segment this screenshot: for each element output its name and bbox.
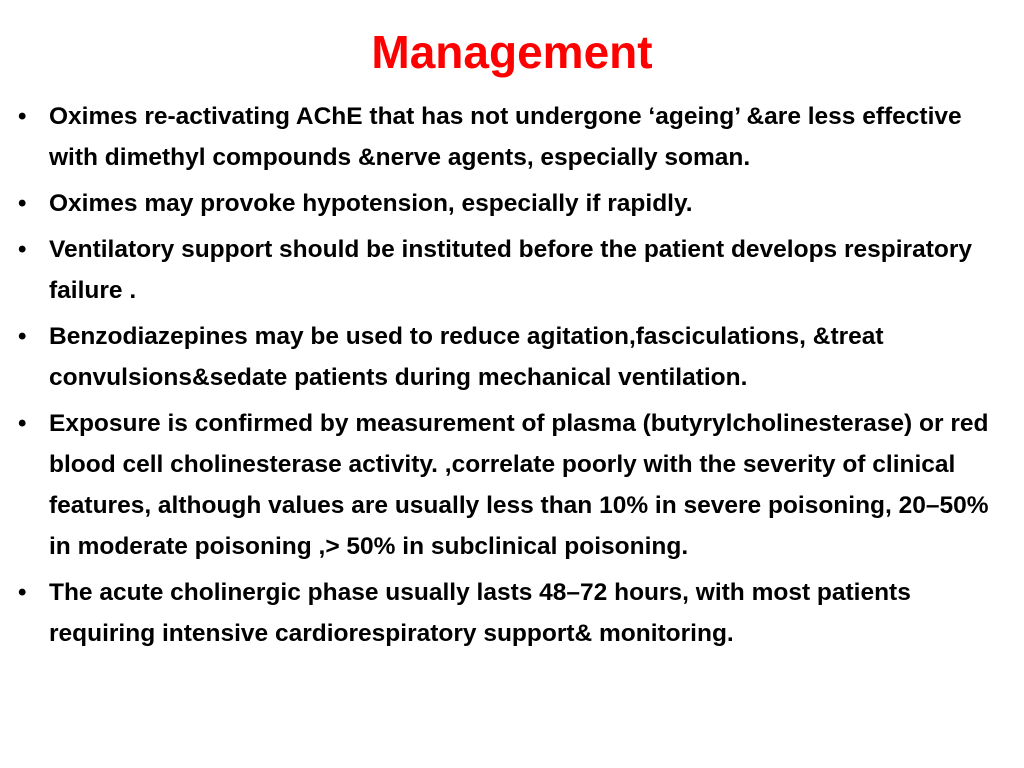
bullet-icon: •: [18, 190, 27, 217]
bullet-text: The acute cholinergic phase usually lasts 48–72 hours, with most patients requiring intensive cardiorespiratory support& monitoring.: [49, 579, 911, 647]
bullet-icon: •: [18, 103, 27, 130]
bullet-text: Ventilatory support should be instituted before the patient develops respiratory failure .: [49, 236, 972, 304]
bullet-item: [18, 403, 1013, 567]
bullet-icon: •: [18, 410, 27, 437]
bullet-text: Exposure is confirmed by measurement of plasma (butyrylcholinesterase) or red blood cell cholinesterase activity. ,correlate poorly with the severity of clinical features, although values are usually less than 10% in severe poisoning, 20–50% in moderate poisoning ,> 50% in subclinical poisoning.: [49, 410, 989, 560]
bullet-item: [18, 572, 1013, 654]
bullet-text: Oximes re-activating AChE that has not undergone ‘ageing’ &are less effective with dimethyl compounds &nerve agents, especially soman.: [49, 103, 962, 171]
bullet-icon: •: [18, 323, 27, 350]
bullet-list: [18, 96, 1013, 659]
bullet-icon: •: [18, 236, 27, 263]
bullet-item: [18, 96, 1013, 178]
bullet-item: [18, 183, 1013, 224]
bullet-icon: •: [18, 579, 27, 606]
bullet-text: Benzodiazepines may be used to reduce agitation,fasciculations, &treat convulsions&sedate patients during mechanical ventilation.: [49, 323, 884, 391]
bullet-text: Oximes may provoke hypotension, especially if rapidly.: [49, 190, 693, 217]
bullet-item: [18, 229, 1013, 311]
slide-title: Management: [371, 26, 653, 78]
bullet-item: [18, 316, 1013, 398]
